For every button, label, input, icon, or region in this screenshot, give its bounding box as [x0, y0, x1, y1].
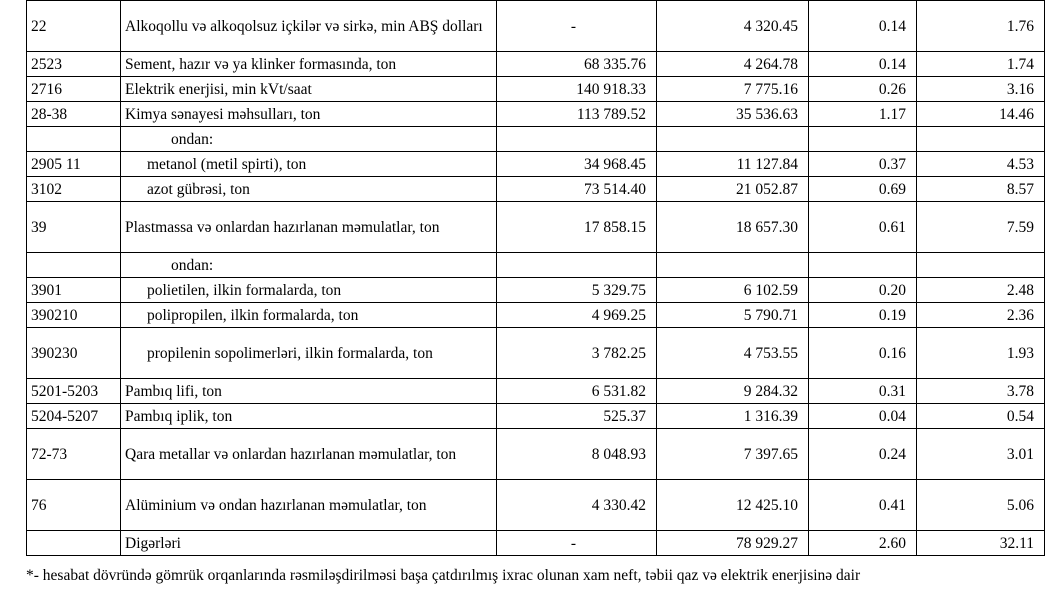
cell-quantity: 6 531.82: [497, 379, 657, 404]
table-row: [27, 303, 1045, 328]
cell-name: metanol (metil spirti), ton: [121, 152, 497, 177]
cell-name: Pambıq iplik, ton: [121, 404, 497, 429]
cell-share-nonoil: 1.76: [917, 1, 1045, 52]
cell-value: [657, 253, 809, 278]
table-row: [27, 480, 1045, 531]
cell-name: propilenin sopolimerləri, ilkin formalarda, ton: [121, 328, 497, 379]
cell-code: 76: [27, 480, 121, 531]
cell-quantity: 17 858.15: [497, 202, 657, 253]
cell-share-nonoil: [917, 253, 1045, 278]
cell-value: 11 127.84: [657, 152, 809, 177]
cell-code: 3901: [27, 278, 121, 303]
cell-value: 12 425.10: [657, 480, 809, 531]
cell-value: 6 102.59: [657, 278, 809, 303]
cell-value: [657, 127, 809, 152]
cell-share-total: [809, 253, 917, 278]
cell-share-total: 0.20: [809, 278, 917, 303]
cell-share-total: 0.61: [809, 202, 917, 253]
cell-value: 5 790.71: [657, 303, 809, 328]
cell-value: 1 316.39: [657, 404, 809, 429]
cell-name: ondan:: [121, 127, 497, 152]
cell-quantity: 8 048.93: [497, 429, 657, 480]
table-row: [27, 429, 1045, 480]
table-row: [27, 328, 1045, 379]
table-row: [27, 177, 1045, 202]
cell-name: Digərləri: [121, 531, 497, 556]
table-row: [27, 202, 1045, 253]
cell-share-total: 0.04: [809, 404, 917, 429]
cell-quantity: 525.37: [497, 404, 657, 429]
cell-share-total: 0.31: [809, 379, 917, 404]
cell-name: Kimya sənayesi məhsulları, ton: [121, 102, 497, 127]
cell-share-total: 2.60: [809, 531, 917, 556]
cell-quantity: 68 335.76: [497, 52, 657, 77]
cell-share-nonoil: 4.53: [917, 152, 1045, 177]
cell-quantity: -: [497, 531, 657, 556]
cell-name: Pambıq lifi, ton: [121, 379, 497, 404]
cell-value: 4 264.78: [657, 52, 809, 77]
cell-share-total: 0.24: [809, 429, 917, 480]
cell-code: 2523: [27, 52, 121, 77]
table-row: [27, 404, 1045, 429]
cell-share-nonoil: 1.93: [917, 328, 1045, 379]
cell-name: polipropilen, ilkin formalarda, ton: [121, 303, 497, 328]
cell-share-total: 0.26: [809, 77, 917, 102]
cell-share-nonoil: 0.54: [917, 404, 1045, 429]
cell-value: 35 536.63: [657, 102, 809, 127]
cell-quantity: 3 782.25: [497, 328, 657, 379]
cell-share-nonoil: 7.59: [917, 202, 1045, 253]
cell-value: 4 753.55: [657, 328, 809, 379]
cell-share-nonoil: 3.01: [917, 429, 1045, 480]
table-row: [27, 52, 1045, 77]
cell-share-nonoil: 8.57: [917, 177, 1045, 202]
cell-name: Plastmassa və onlardan hazırlanan məmulatlar, ton: [121, 202, 497, 253]
cell-name: Qara metallar və onlardan hazırlanan məmulatlar, ton: [121, 429, 497, 480]
cell-value: 4 320.45: [657, 1, 809, 52]
cell-code: [27, 531, 121, 556]
cell-share-nonoil: 2.48: [917, 278, 1045, 303]
cell-value: 9 284.32: [657, 379, 809, 404]
cell-share-total: 0.14: [809, 1, 917, 52]
cell-quantity: 4 330.42: [497, 480, 657, 531]
cell-name: Alkoqollu və alkoqolsuz içkilər və sirkə, min ABŞ dolları: [121, 1, 497, 52]
table-body: [27, 1, 1045, 556]
table-row: [27, 253, 1045, 278]
cell-name: polietilen, ilkin formalarda, ton: [121, 278, 497, 303]
table-row: [27, 77, 1045, 102]
cell-share-nonoil: 14.46: [917, 102, 1045, 127]
cell-code: 5201-5203: [27, 379, 121, 404]
cell-quantity: [497, 127, 657, 152]
table-row: [27, 379, 1045, 404]
cell-value: 21 052.87: [657, 177, 809, 202]
cell-code: 2905 11: [27, 152, 121, 177]
table-row: [27, 102, 1045, 127]
cell-quantity: 140 918.33: [497, 77, 657, 102]
cell-code: 72-73: [27, 429, 121, 480]
cell-share-total: [809, 127, 917, 152]
cell-share-nonoil: 1.74: [917, 52, 1045, 77]
cell-code: 5204-5207: [27, 404, 121, 429]
cell-quantity: -: [497, 1, 657, 52]
table-row: [27, 1, 1045, 52]
cell-code: 2716: [27, 77, 121, 102]
cell-quantity: 4 969.25: [497, 303, 657, 328]
cell-code: [27, 253, 121, 278]
cell-share-nonoil: 3.78: [917, 379, 1045, 404]
export-table: [26, 0, 1045, 556]
cell-share-total: 1.17: [809, 102, 917, 127]
table-row: [27, 531, 1045, 556]
cell-code: 39: [27, 202, 121, 253]
cell-share-total: 0.16: [809, 328, 917, 379]
cell-name: azot gübrəsi, ton: [121, 177, 497, 202]
cell-share-nonoil: 5.06: [917, 480, 1045, 531]
cell-value: 18 657.30: [657, 202, 809, 253]
cell-code: 390210: [27, 303, 121, 328]
cell-share-total: 0.41: [809, 480, 917, 531]
cell-code: 28-38: [27, 102, 121, 127]
cell-code: 390230: [27, 328, 121, 379]
table-row: [27, 152, 1045, 177]
footnote: *- hesabat dövründə gömrük orqanlarında rəsmiləşdirilməsi başa çatdırılmış ixrac olunan xam neft, təbii qaz və elektrik enerjisinə dair: [26, 567, 861, 584]
cell-name: Sement, hazır və ya klinker formasında, ton: [121, 52, 497, 77]
table-row: [27, 278, 1045, 303]
cell-share-nonoil: [917, 127, 1045, 152]
cell-name: Elektrik enerjisi, min kVt/saat: [121, 77, 497, 102]
cell-quantity: 73 514.40: [497, 177, 657, 202]
cell-name: ondan:: [121, 253, 497, 278]
cell-value: 7 775.16: [657, 77, 809, 102]
cell-share-total: 0.14: [809, 52, 917, 77]
cell-quantity: 34 968.45: [497, 152, 657, 177]
cell-share-nonoil: 2.36: [917, 303, 1045, 328]
cell-share-total: 0.19: [809, 303, 917, 328]
cell-share-nonoil: 32.11: [917, 531, 1045, 556]
cell-value: 7 397.65: [657, 429, 809, 480]
cell-code: 22: [27, 1, 121, 52]
cell-quantity: [497, 253, 657, 278]
cell-code: 3102: [27, 177, 121, 202]
cell-share-nonoil: 3.16: [917, 77, 1045, 102]
cell-quantity: 113 789.52: [497, 102, 657, 127]
cell-share-total: 0.69: [809, 177, 917, 202]
table-row: [27, 127, 1045, 152]
cell-value: 78 929.27: [657, 531, 809, 556]
cell-share-total: 0.37: [809, 152, 917, 177]
cell-quantity: 5 329.75: [497, 278, 657, 303]
cell-name: Alüminium və ondan hazırlanan məmulatlar, ton: [121, 480, 497, 531]
cell-code: [27, 127, 121, 152]
